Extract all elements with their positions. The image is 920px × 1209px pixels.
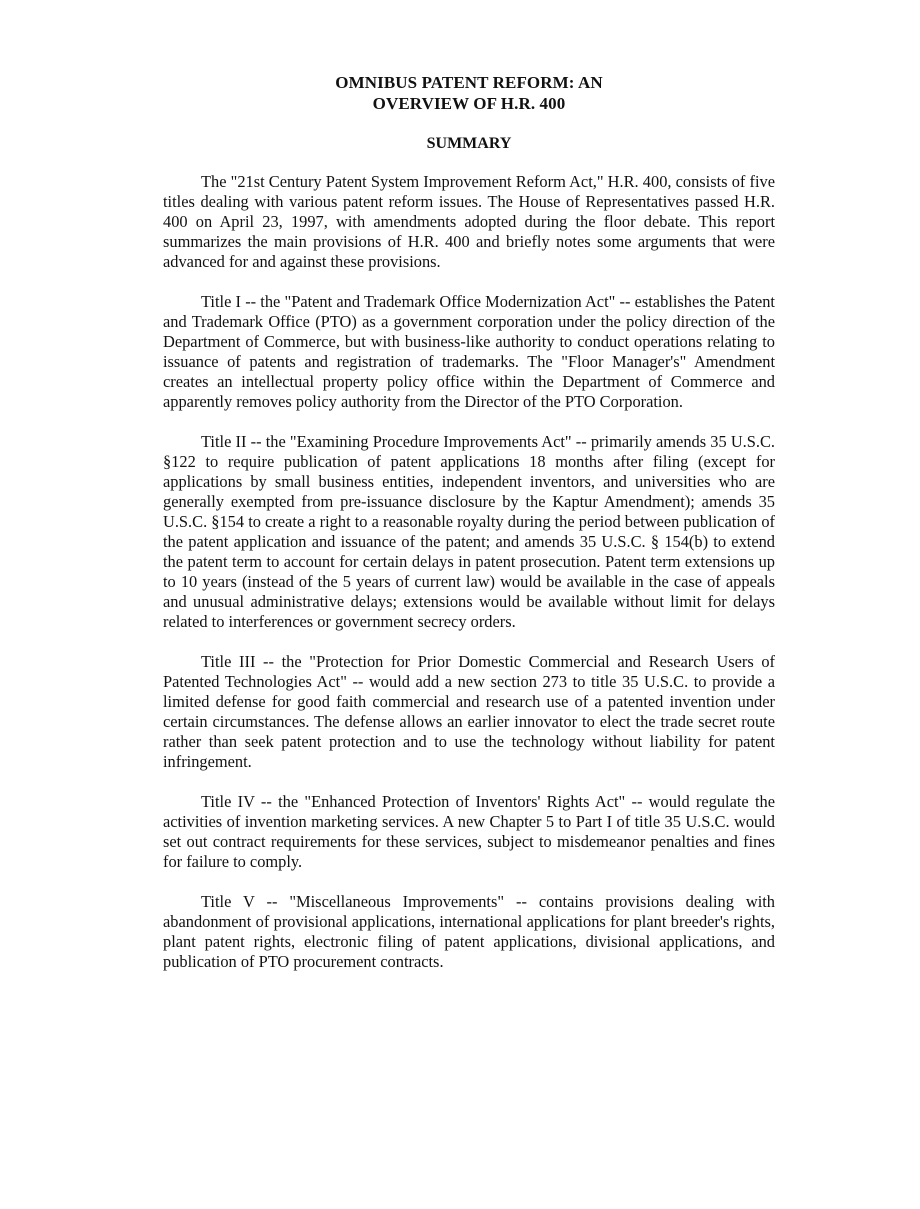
title-line-1: OMNIBUS PATENT REFORM: AN <box>335 73 603 92</box>
summary-heading: SUMMARY <box>426 135 512 152</box>
paragraph-intro: The "21st Century Patent System Improvement Reform Act," H.R. 400, consists of five titles dealing with various patent reform issues. The House of Representatives passed H.R. 400 on April 23, 1997, with amendments adopted during the floor debate. This report summarizes the main provisions of H.R. 400 and briefly notes some arguments that were advanced for and against these provisions. <box>163 172 775 271</box>
paragraph-title-4: Title IV -- the "Enhanced Protection of Inventors' Rights Act" -- would regulate the activities of invention marketing services. A new Chapter 5 to Part I of title 35 U.S.C. would set out contract requirements for these services, subject to misdemeanor penalties and fines for failure to comply. <box>163 792 775 871</box>
document-title <box>163 72 775 114</box>
paragraph-title-3: Title III -- the "Protection for Prior Domestic Commercial and Research Users of Patented Technologies Act" -- would add a new section 273 to title 35 U.S.C. to provide a limited defense for good faith commercial and research use of a patented invention under certain circumstances. The defense allows an earlier innovator to elect the trade secret route rather than seek patent protection and to use the technology without liability for patent infringement. <box>163 652 775 771</box>
document-page <box>163 72 775 972</box>
title-line-2: OVERVIEW OF H.R. 400 <box>372 94 566 113</box>
paragraph-title-2: Title II -- the "Examining Procedure Improvements Act" -- primarily amends 35 U.S.C. §122 to require publication of patent applications 18 months after filing (except for applications by small business entities, independent inventors, and universities who are generally exempted from pre-issuance disclosure by the Kaptur Amendment); amends 35 U.S.C. §154 to create a right to a reasonable royalty during the period between publication of the patent application and issuance of the patent; and amends 35 U.S.C. § 154(b) to extend the patent term to account for certain delays in patent prosecution. Patent term extensions up to 10 years (instead of the 5 years of current law) would be available in the case of appeals and unusual administrative delays; extensions would be available without limit for delays related to interferences or government secrecy orders. <box>163 432 775 631</box>
paragraph-title-1: Title I -- the "Patent and Trademark Office Modernization Act" -- establishes the Patent and Trademark Office (PTO) as a government corporation under the policy direction of the Department of Commerce, but with business-like authority to conduct operations relating to issuance of patents and registration of trademarks. The "Floor Manager's" Amendment creates an intellectual property policy office within the Department of Commerce and apparently removes policy authority from the Director of the PTO Corporation. <box>163 292 775 411</box>
paragraph-title-5: Title V -- "Miscellaneous Improvements" -- contains provisions dealing with abandonment of provisional applications, international applications for plant breeder's rights, plant patent rights, electronic filing of patent applications, divisional applications, and publication of PTO procurement contracts. <box>163 892 775 971</box>
